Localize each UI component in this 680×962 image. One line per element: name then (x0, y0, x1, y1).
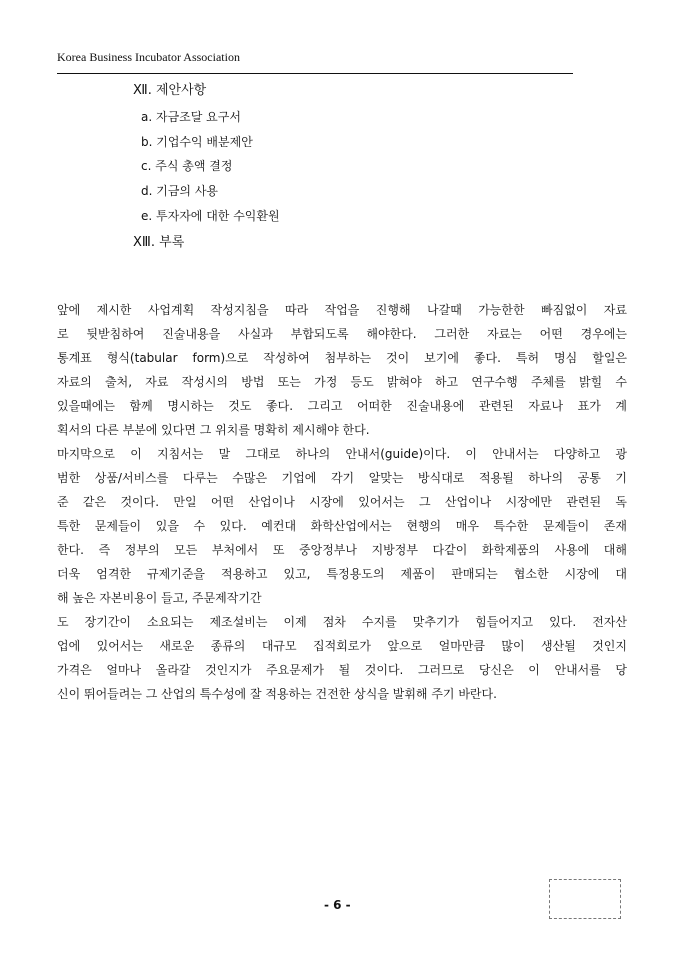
toc-item-c: c. 주식 총액 결정 (141, 159, 233, 173)
body-line: 해 높은 자본비용이 들고, 주문제작기간 (57, 591, 262, 605)
body-line: 더욱 엄격한 규제기준을 적용하고 있고, 특정용도의 제품이 판매되는 협소한 시장에 대 (57, 567, 627, 581)
body-line: 자료의 출처, 자료 작성시의 방법 또는 가정 등도 밝혀야 하고 연구수행 주체를 밝힐 수 (57, 375, 627, 389)
body-line: 마지막으로 이 지침서는 말 그대로 하나의 안내서(guide)이다. 이 안내서는 다양하고 광 (57, 447, 627, 461)
page-header-title: Korea Business Incubator Association (57, 50, 240, 64)
corner-dashed-box (549, 879, 621, 919)
body-line: 신이 뛰어들려는 그 산업의 특수성에 잘 적용하는 건전한 상식을 발휘해 주기 바란다. (57, 687, 497, 701)
toc-section-12: Ⅻ. 제안사항 (133, 83, 207, 98)
toc-item-b: b. 기업수익 배분제안 (141, 135, 253, 149)
header-divider (57, 73, 573, 74)
toc-section-13: ⅩⅢ. 부록 (133, 235, 185, 250)
body-line: 도 장기간이 소요되는 제조설비는 이제 점차 수지를 맞추기가 힘들어지고 있다. 전자산 (57, 615, 627, 629)
toc-item-a: a. 자금조달 요구서 (141, 110, 241, 124)
body-line: 범한 상품/서비스를 다루는 수많은 기업에 각기 알맞는 방식대로 적용될 하나의 공통 기 (57, 471, 627, 485)
body-line: 획서의 다른 부분에 있다면 그 위치를 명확히 제시해야 한다. (57, 423, 370, 437)
body-line: 통계표 형식(tabular form)으로 작성하여 첨부하는 것이 보기에 좋다. 특허 명심 할일은 (57, 351, 627, 365)
body-line: 준 같은 것이다. 만일 어떤 산업이나 시장에 있어서는 그 산업이나 시장에만 관련된 독 (57, 495, 627, 509)
body-line: 앞에 제시한 사업계획 작성지침을 따라 작업을 진행해 나갈때 가능한한 빠짐없이 자료 (57, 303, 627, 317)
toc-item-d: d. 기금의 사용 (141, 184, 219, 198)
toc-item-e: e. 투자자에 대한 수익환원 (141, 209, 280, 223)
body-line: 로 뒷받침하여 진술내용을 사실과 부합되도록 해야한다. 그러한 자료는 어떤 경우에는 (57, 327, 627, 341)
body-line: 가격은 얼마나 올라갈 것인지가 주요문제가 될 것이다. 그러므로 당신은 이 안내서를 당 (57, 663, 627, 677)
page-number: - 6 - (324, 898, 351, 912)
body-paragraphs (57, 298, 627, 706)
body-line: 특한 문제들이 있을 수 있다. 예컨대 화학산업에서는 현행의 매우 특수한 문제들이 존재 (57, 519, 627, 533)
body-line: 한다. 즉 정부의 모든 부처에서 또 중앙정부나 지방정부 다같이 화학제품의 사용에 대해 (57, 543, 627, 557)
body-line: 있을때에는 함께 명시하는 것도 좋다. 그리고 어떠한 진술내용에 관련된 자료나 표가 계 (57, 399, 627, 413)
body-line: 업에 있어서는 새로운 종류의 대규모 집적회로가 앞으로 얼마만큼 많이 생산될 것인지 (57, 639, 627, 653)
